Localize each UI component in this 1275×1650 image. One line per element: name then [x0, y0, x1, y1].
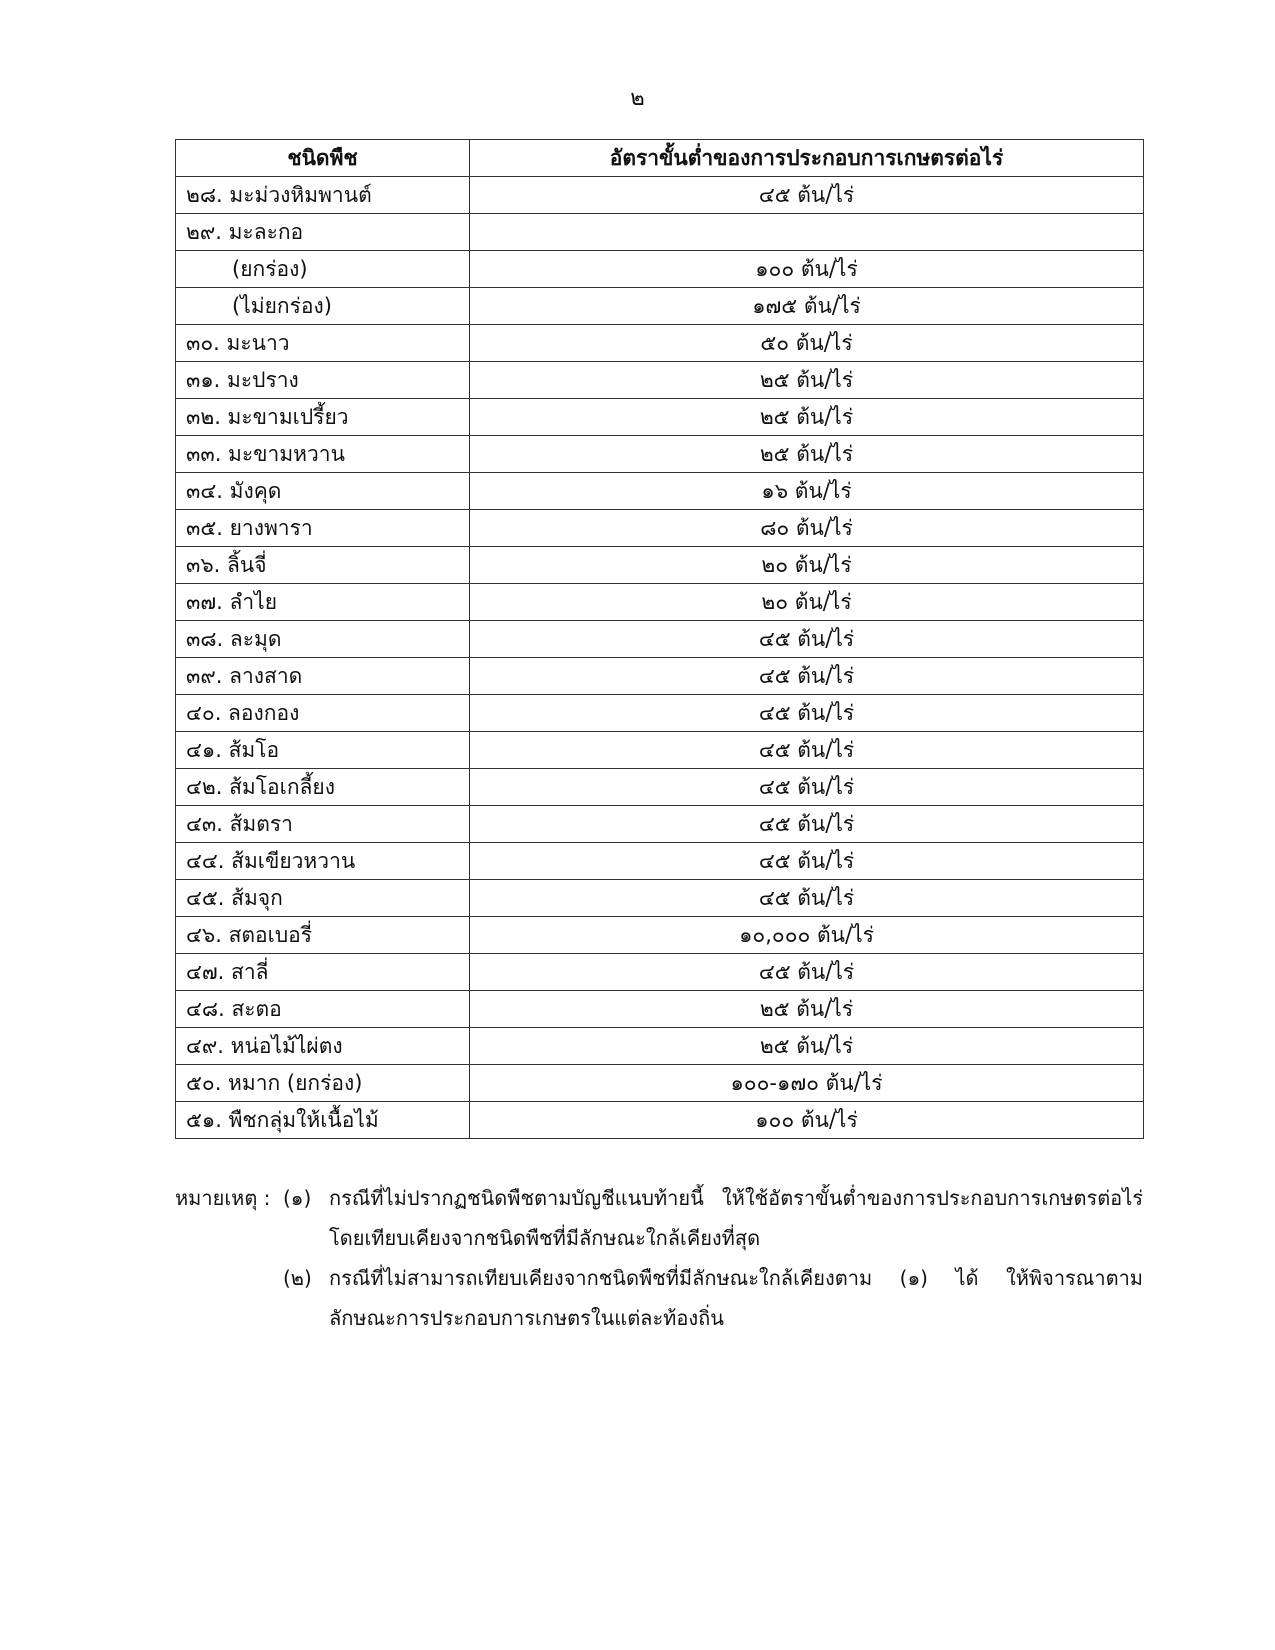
crop-name-cell: ๔๖. สตอเบอรี่	[176, 917, 470, 954]
crop-rate-cell: ๒๕ ต้น/ไร่	[470, 991, 1144, 1028]
crop-rate-cell: ๔๕ ต้น/ไร่	[470, 732, 1144, 769]
crop-rate-cell: ๕๐ ต้น/ไร่	[470, 325, 1144, 362]
crop-rate-cell: ๒๕ ต้น/ไร่	[470, 399, 1144, 436]
crop-rate-cell: ๔๕ ต้น/ไร่	[470, 695, 1144, 732]
crop-name-cell: ๓๗. ลำไย	[176, 584, 470, 621]
crop-name-cell: ๔๒. ส้มโอเกลี้ยง	[176, 769, 470, 806]
crop-rate-cell: ๒๐ ต้น/ไร่	[470, 584, 1144, 621]
crop-name-cell: ๓๒. มะขามเปรี้ยว	[176, 399, 470, 436]
crop-rate-cell: ๔๕ ต้น/ไร่	[470, 177, 1144, 214]
table-row	[176, 288, 1144, 325]
crop-rate-cell: ๑๐๐-๑๗๐ ต้น/ไร่	[470, 1065, 1144, 1102]
crop-name-cell: ๒๙. มะละกอ	[176, 214, 470, 251]
table-row	[176, 769, 1144, 806]
table-row	[176, 954, 1144, 991]
crop-rate-cell: ๘๐ ต้น/ไร่	[470, 510, 1144, 547]
table-row	[176, 1102, 1144, 1139]
table-row	[176, 991, 1144, 1028]
note-item	[175, 1258, 1143, 1338]
table-row	[176, 1065, 1144, 1102]
table-body	[176, 177, 1144, 1139]
table-row	[176, 621, 1144, 658]
header-crop-type: ชนิดพืช	[176, 140, 470, 177]
note-number: (๑)	[283, 1186, 312, 1210]
crop-rate-cell: ๒๕ ต้น/ไร่	[470, 1028, 1144, 1065]
table-row	[176, 695, 1144, 732]
note-item	[175, 1178, 1143, 1258]
crop-name-cell: ๓๓. มะขามหวาน	[176, 436, 470, 473]
crop-rate-cell: ๑๐๐ ต้น/ไร่	[470, 1102, 1144, 1139]
table-row	[176, 510, 1144, 547]
crop-name-cell: ๕๑. พืชกลุ่มให้เนื้อไม้	[176, 1102, 470, 1139]
crop-rate-cell: ๒๐ ต้น/ไร่	[470, 547, 1144, 584]
table-row	[176, 1028, 1144, 1065]
table-row	[176, 880, 1144, 917]
crop-rate-cell: ๒๕ ต้น/ไร่	[470, 436, 1144, 473]
crop-rate-cell: ๔๕ ต้น/ไร่	[470, 954, 1144, 991]
table-row	[176, 732, 1144, 769]
crop-rate-cell: ๔๕ ต้น/ไร่	[470, 658, 1144, 695]
table-row	[176, 177, 1144, 214]
table-row	[176, 584, 1144, 621]
crop-rate-cell: ๔๕ ต้น/ไร่	[470, 621, 1144, 658]
note-text: กรณีที่ไม่ปรากฏชนิดพืชตามบัญชีแนบท้ายนี้ ให้ใช้อัตราขั้นต่ำของการประกอบการเกษตรต่อไร่ โดยเทียบเคียงจากชนิดพืชที่มีลักษณะใกล้เคียงที่สุด	[329, 1186, 1143, 1250]
crop-rate-cell: ๑๐,๐๐๐ ต้น/ไร่	[470, 917, 1144, 954]
crop-name-cell: (ไม่ยกร่อง)	[176, 288, 470, 325]
crop-rate-cell: ๑๖ ต้น/ไร่	[470, 473, 1144, 510]
crop-name-cell: ๓๙. ลางสาด	[176, 658, 470, 695]
crop-name-cell: ๔๙. หน่อไม้ไผ่ตง	[176, 1028, 470, 1065]
crop-name-cell: ๓๐. มะนาว	[176, 325, 470, 362]
crop-rate-cell: ๒๕ ต้น/ไร่	[470, 362, 1144, 399]
table-row	[176, 325, 1144, 362]
crop-rate-cell: ๔๕ ต้น/ไร่	[470, 806, 1144, 843]
table-row	[176, 658, 1144, 695]
crop-name-cell: ๓๖. ลิ้นจี่	[176, 547, 470, 584]
crop-name-cell: ๔๔. ส้มเขียวหวาน	[176, 843, 470, 880]
notes-heading: หมายเหตุ :	[175, 1186, 271, 1210]
crop-name-cell: ๕๐. หมาก (ยกร่อง)	[176, 1065, 470, 1102]
crop-name-cell: ๔๑. ส้มโอ	[176, 732, 470, 769]
table-row	[176, 399, 1144, 436]
crop-name-cell: ๒๘. มะม่วงหิมพานต์	[176, 177, 470, 214]
crop-name-cell: ๔๗. สาลี่	[176, 954, 470, 991]
crop-rate-cell: ๔๕ ต้น/ไร่	[470, 880, 1144, 917]
table-row	[176, 843, 1144, 880]
crop-name-cell: ๓๘. ละมุด	[176, 621, 470, 658]
crop-rate-cell: ๑๗๕ ต้น/ไร่	[470, 288, 1144, 325]
crop-name-cell: ๓๑. มะปราง	[176, 362, 470, 399]
crop-name-cell: ๔๕. ส้มจุก	[176, 880, 470, 917]
notes-section	[175, 1178, 1143, 1338]
note-indent	[175, 1258, 283, 1338]
crop-rate-cell	[470, 214, 1144, 251]
table-row	[176, 362, 1144, 399]
table-row	[176, 806, 1144, 843]
note-text: กรณีที่ไม่สามารถเทียบเคียงจากชนิดพืชที่มีลักษณะใกล้เคียงตาม (๑) ได้ ให้พิจารณาตามลักษณะการประกอบการเกษตรในแต่ละท้องถิ่น	[329, 1266, 1143, 1330]
table-row	[176, 917, 1144, 954]
table-row	[176, 436, 1144, 473]
crop-name-cell: ๓๔. มังคุด	[176, 473, 470, 510]
table-row	[176, 251, 1144, 288]
crop-rate-cell: ๑๐๐ ต้น/ไร่	[470, 251, 1144, 288]
crop-name-cell: (ยกร่อง)	[176, 251, 470, 288]
table-header-row	[176, 140, 1144, 177]
table-row	[176, 473, 1144, 510]
crop-name-cell: ๔๘. สะตอ	[176, 991, 470, 1028]
table-row	[176, 547, 1144, 584]
page-number: ๒	[630, 86, 645, 111]
table-row	[176, 214, 1144, 251]
crop-name-cell: ๔๐. ลองกอง	[176, 695, 470, 732]
crop-name-cell: ๓๕. ยางพารา	[176, 510, 470, 547]
header-minimum-rate: อัตราขั้นต่ำของการประกอบการเกษตรต่อไร่	[470, 140, 1144, 177]
crop-rate-cell: ๔๕ ต้น/ไร่	[470, 843, 1144, 880]
crop-rate-table	[175, 139, 1144, 1139]
crop-name-cell: ๔๓. ส้มตรา	[176, 806, 470, 843]
crop-rate-cell: ๔๕ ต้น/ไร่	[470, 769, 1144, 806]
note-number: (๒)	[283, 1266, 312, 1290]
